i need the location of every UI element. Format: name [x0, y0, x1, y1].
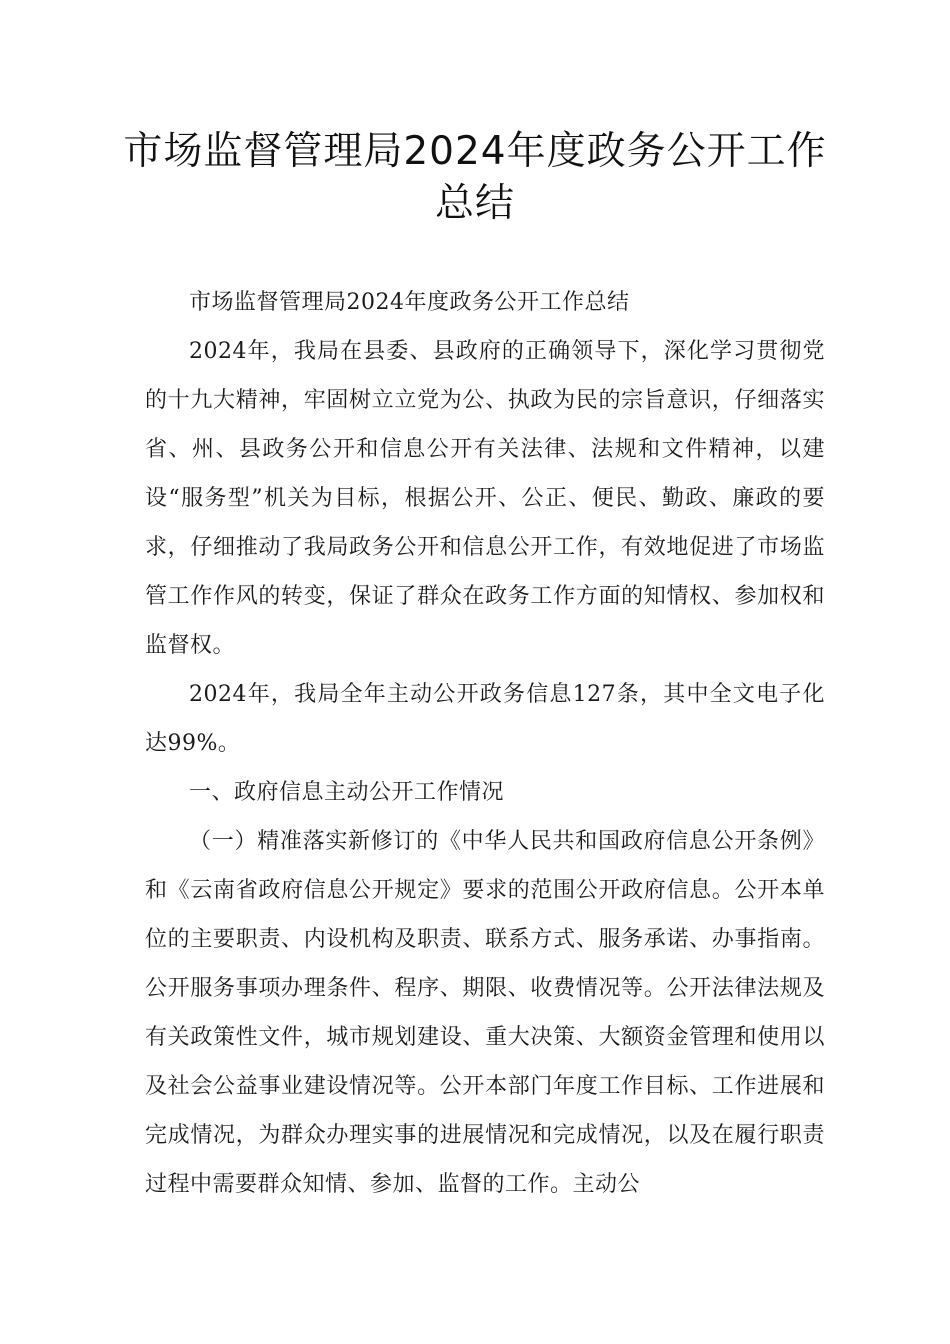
- paragraph-section-1: （一）精准落实新修订的《中华人民共和国政府信息公开条例》和《云南省政府信息公开规定》要求的范围公开政府信息。公开本单位的主要职责、内设机构及职责、联系方式、服务承诺、办事指南。公开服务事项办理条件、程序、期限、收费情况等。公开法律法规及有关政策性文件，城市规划建设、重大决策、大额资金管理和使用以及社会公益事业建设情况等。公开本部门年度工作目标、工作进展和完成情况，为群众办理实事的进展情况和完成情况，以及在履行职责过程中需要群众知情、参加、监督的工作。主动公: [145, 829, 825, 1197]
- paragraph-statistics: 2024年，我局全年主动公开政务信息127条，其中全文电子化达99%。: [145, 682, 825, 756]
- paragraph-intro: 2024年，我局在县委、县政府的正确领导下，深化学习贯彻党的十九大精神，牢固树立立党为公、执政为民的宗旨意识，仔细落实省、州、县政务公开和信息公开有关法律、法规和文件精神，以建设“服务型”机关为目标，根据公开、公正、便民、勤政、廉政的要求，仔细推动了我局政务公开和信息公开工作，有效地促进了市场监管工作作风的转变，保证了群众在政务工作方面的知情权、参加权和监督权。: [145, 339, 825, 658]
- paragraph-subtitle: 市场监督管理局2024年度政务公开工作总结: [189, 290, 630, 315]
- document-title: 市场监督管理局2024年度政务公开工作总结: [123, 129, 827, 226]
- document-body: [145, 278, 825, 1209]
- section-heading: 一、政府信息主动公开工作情况: [189, 780, 505, 805]
